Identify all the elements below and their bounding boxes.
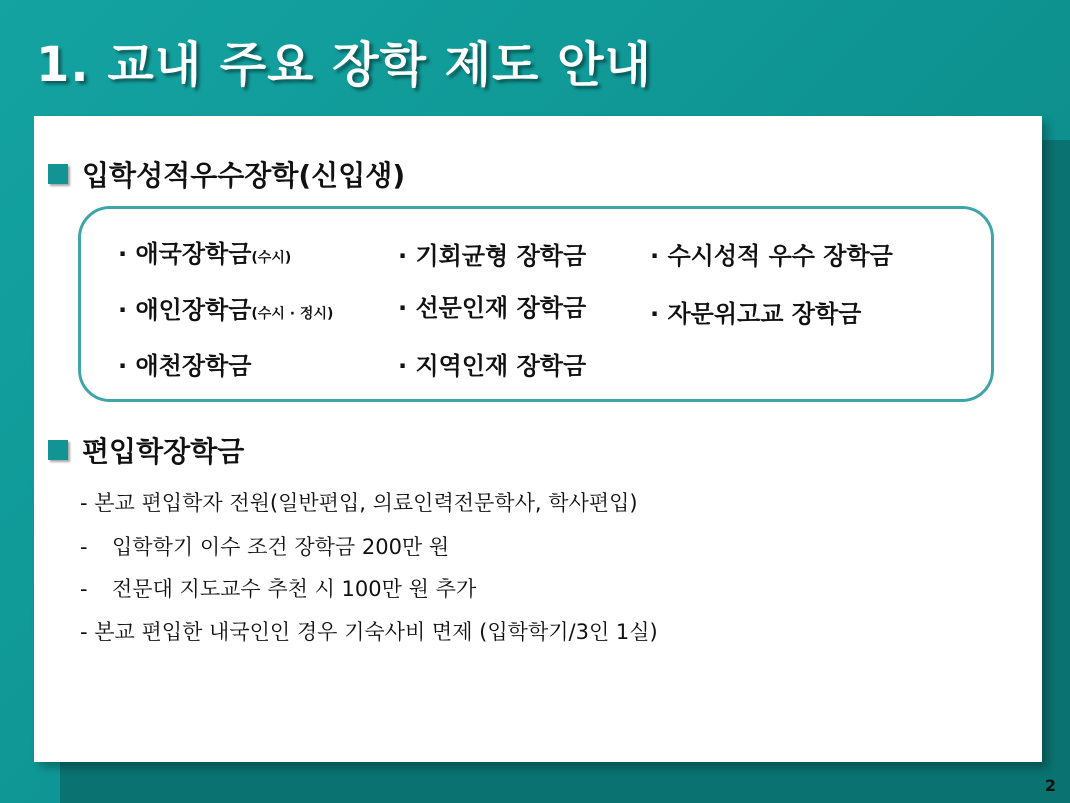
transfer-detail-line: - 입학학기 이수 조건 장학금 200만 원 (80, 535, 450, 559)
scholarship-item: · 지역인재 장학금 (398, 352, 587, 380)
scholarship-item: · 선문인재 장학금 (398, 294, 587, 322)
section-heading-freshman (48, 154, 405, 194)
section-heading-text: 편입학장학금 (82, 435, 245, 468)
section-heading-transfer (48, 430, 244, 470)
scholarship-item: · 애인장학금(수시 · 정시) (118, 296, 334, 324)
square-bullet-icon (48, 440, 68, 460)
scholarship-item: · 기회균형 장학금 (398, 242, 587, 270)
slide-title: 1. 교내 주요 장학 제도 안내 (36, 37, 652, 93)
transfer-detail-line: - 본교 편입한 내국인인 경우 기숙사비 면제 (입학학기/3인 1실) (80, 620, 658, 644)
square-bullet-icon (48, 164, 68, 184)
transfer-detail-line: - 전문대 지도교수 추천 시 100만 원 추가 (80, 577, 477, 601)
scholarship-item: · 수시성적 우수 장학금 (650, 242, 893, 270)
scholarship-item: · 애천장학금 (118, 352, 252, 380)
page-number: 2 (1044, 776, 1056, 795)
transfer-detail-line: - 본교 편입학자 전원(일반편입, 의료인력전문학사, 학사편입) (80, 491, 638, 515)
section-heading-text: 입학성적우수장학(신입생) (82, 159, 406, 192)
scholarship-item: · 애국장학금(수시) (118, 240, 292, 268)
scholarship-item: · 자문위고교 장학금 (650, 300, 862, 328)
